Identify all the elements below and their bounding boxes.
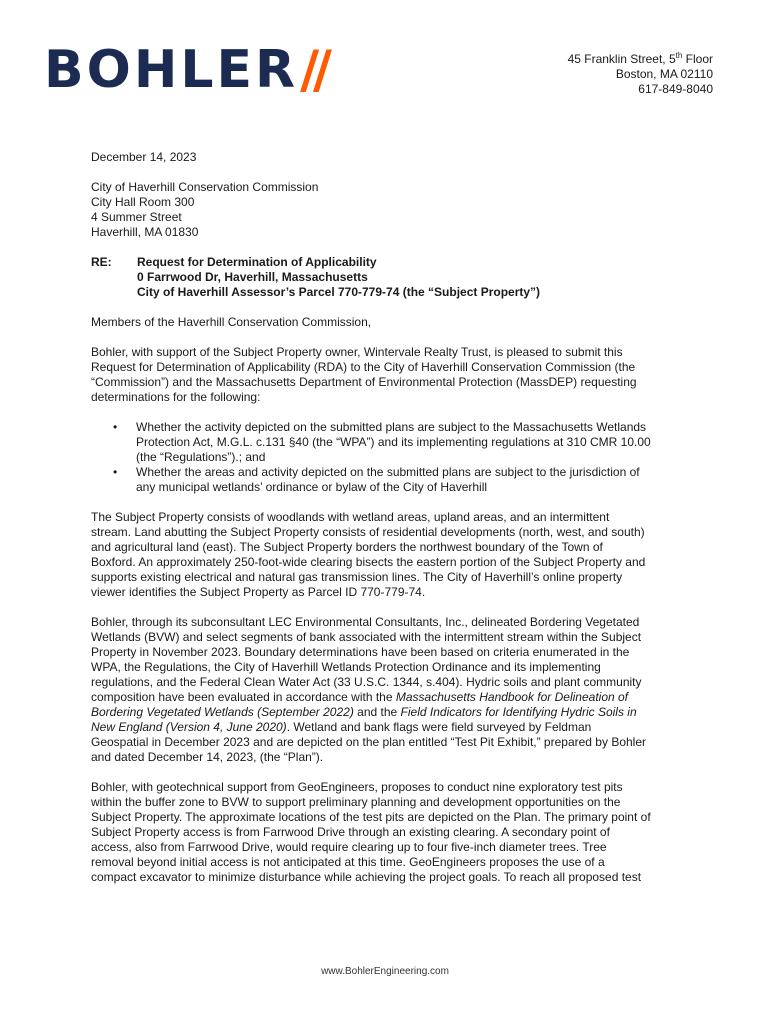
- text-line: viewer identifies the Subject Property as Parcel ID 770-779-74.: [91, 585, 426, 599]
- address-line-2: Boston, MA 02110: [615, 67, 713, 81]
- salutation: Members of the Haverhill Conservation Commission,: [91, 315, 372, 329]
- recipient-block: [91, 180, 681, 240]
- text-line: Bohler, with support of the Subject Property owner, Wintervale Realty Trust, is pleased to submit this: [91, 345, 623, 359]
- footer-website[interactable]: www.BohlerEngineering.com: [321, 966, 449, 977]
- recipient-line: 4 Summer Street: [91, 210, 182, 224]
- text-line: Request for Determination of Applicability (RDA) to the City of Haverhill Conservation Commission (the: [91, 360, 636, 374]
- text-line: Geospatial in December 2023 and are depicted on the plan entitled “Test Pit Exhibit,” prepared by Bohler: [91, 735, 646, 749]
- re-label: RE:: [91, 255, 112, 269]
- list-item: [91, 465, 681, 495]
- text-line: Whether the activity depicted on the submitted plans are subject to the Massachusetts Wetlands: [136, 420, 647, 434]
- text-line: WPA, the Regulations, the City of Haverhill Wetlands Protection Ordinance and its implementing: [91, 660, 601, 674]
- list-item: [91, 420, 681, 465]
- text-line: composition have been evaluated in accordance with the Massachusetts Handbook for Delineation of: [91, 690, 629, 704]
- text-line: access, also from Farrwood Drive, would require clearing up to four five-inch diameter trees. Tree: [91, 840, 607, 854]
- company-logo: [44, 40, 327, 100]
- paragraph-test-pits: [91, 780, 681, 885]
- recipient-line: Haverhill, MA 01830: [91, 225, 199, 239]
- text-line: removal beyond initial access is not anticipated at this time. GeoEngineers proposes the use of a: [91, 855, 605, 869]
- subject-line: 0 Farrwood Dr, Haverhill, Massachusetts: [137, 270, 368, 284]
- paragraph-intro: [91, 345, 681, 405]
- subject-line: Request for Determination of Applicability: [137, 255, 377, 269]
- text-line: Whether the areas and activity depicted on the submitted plans are subject to the jurisdiction of: [136, 465, 640, 479]
- text-line: Wetlands (BVW) and select segments of bank associated with the intermittent stream within the Subject: [91, 630, 642, 644]
- text-line: any municipal wetlands’ ordinance or bylaw of the City of Haverhill: [136, 480, 488, 494]
- letter-body: [91, 150, 681, 900]
- text-line: Property in November 2023. Boundary determinations have been based on criteria enumerated in the: [91, 645, 630, 659]
- text-line: stream. Land abutting the Subject Property consists of residential developments (north, west, and south): [91, 525, 645, 539]
- logo-wordmark: BOHLER: [44, 40, 299, 100]
- text-line: Boxford. An approximately 250-foot-wide clearing bisects the eastern portion of the Subject Property and: [91, 555, 646, 569]
- letter-date: December 14, 2023: [91, 150, 197, 164]
- text-line: Protection Act, M.G.L. c.131 §40 (the “WPA”) and its implementing regulations at 310 CMR 10.00: [136, 435, 651, 449]
- text-line: Bohler, through its subconsultant LEC Environmental Consultants, Inc., delineated Bordering Vegetated: [91, 615, 640, 629]
- phone-number: 617-849-8040: [638, 82, 713, 96]
- text-line: and agricultural land (east). The Subject Property borders the northwest boundary of the Town of: [91, 540, 603, 554]
- text-line: The Subject Property consists of woodlands with wetland areas, upland areas, and an intermittent: [91, 510, 610, 524]
- text-line: compact excavator to minimize disturbance while achieving the project goals. To reach all proposed test: [91, 870, 642, 884]
- recipient-line: City Hall Room 300: [91, 195, 195, 209]
- subject-line: City of Haverhill Assessor’s Parcel 770-779-74 (the “Subject Property”): [137, 285, 541, 299]
- bullet-icon: •: [113, 465, 118, 479]
- text-line: Bohler, with geotechnical support from GeoEngineers, proposes to conduct nine exploratory test pits: [91, 780, 623, 794]
- determination-list: [91, 420, 681, 495]
- text-line: (the “Regulations”).; and: [136, 450, 266, 464]
- paragraph-property: [91, 510, 681, 600]
- text-line: regulations, and the Federal Clean Water Act (33 U.S.C. 1344, s.404). Hydric soils and plant community: [91, 675, 642, 689]
- logo-slashes: //: [300, 40, 327, 100]
- text-line: within the buffer zone to BVW to support preliminary planning and development opportunities on the: [91, 795, 621, 809]
- text-line: Subject Property access is from Farrwood Drive through an existing clearing. A secondary point of: [91, 825, 610, 839]
- subject-block: [91, 255, 681, 300]
- text-line: supports existing electrical and natural gas transmission lines. The City of Haverhill’s online property: [91, 570, 623, 584]
- text-line: Bordering Vegetated Wetlands (September 2022) and the Field Indicators for Identifying Hydric Soils in: [91, 705, 637, 719]
- bullet-icon: •: [113, 420, 118, 434]
- text-line: determinations for the following:: [91, 390, 261, 404]
- paragraph-delineation: [91, 615, 681, 765]
- recipient-line: City of Haverhill Conservation Commission: [91, 180, 319, 194]
- text-line: and dated December 14, 2023, (the “Plan”).: [91, 750, 324, 764]
- address-line-1: 45 Franklin Street, 5th Floor: [567, 51, 713, 66]
- text-line: “Commission”) and the Massachusetts Department of Environmental Protection (MassDEP) requesting: [91, 375, 637, 389]
- sender-address: [568, 52, 713, 97]
- text-line: New England (Version 4, June 2020). Wetland and bank flags were field surveyed by Feldman: [91, 720, 592, 734]
- text-line: Subject Property. The approximate locations of the test pits are depicted on the Plan. The primary point of: [91, 810, 651, 824]
